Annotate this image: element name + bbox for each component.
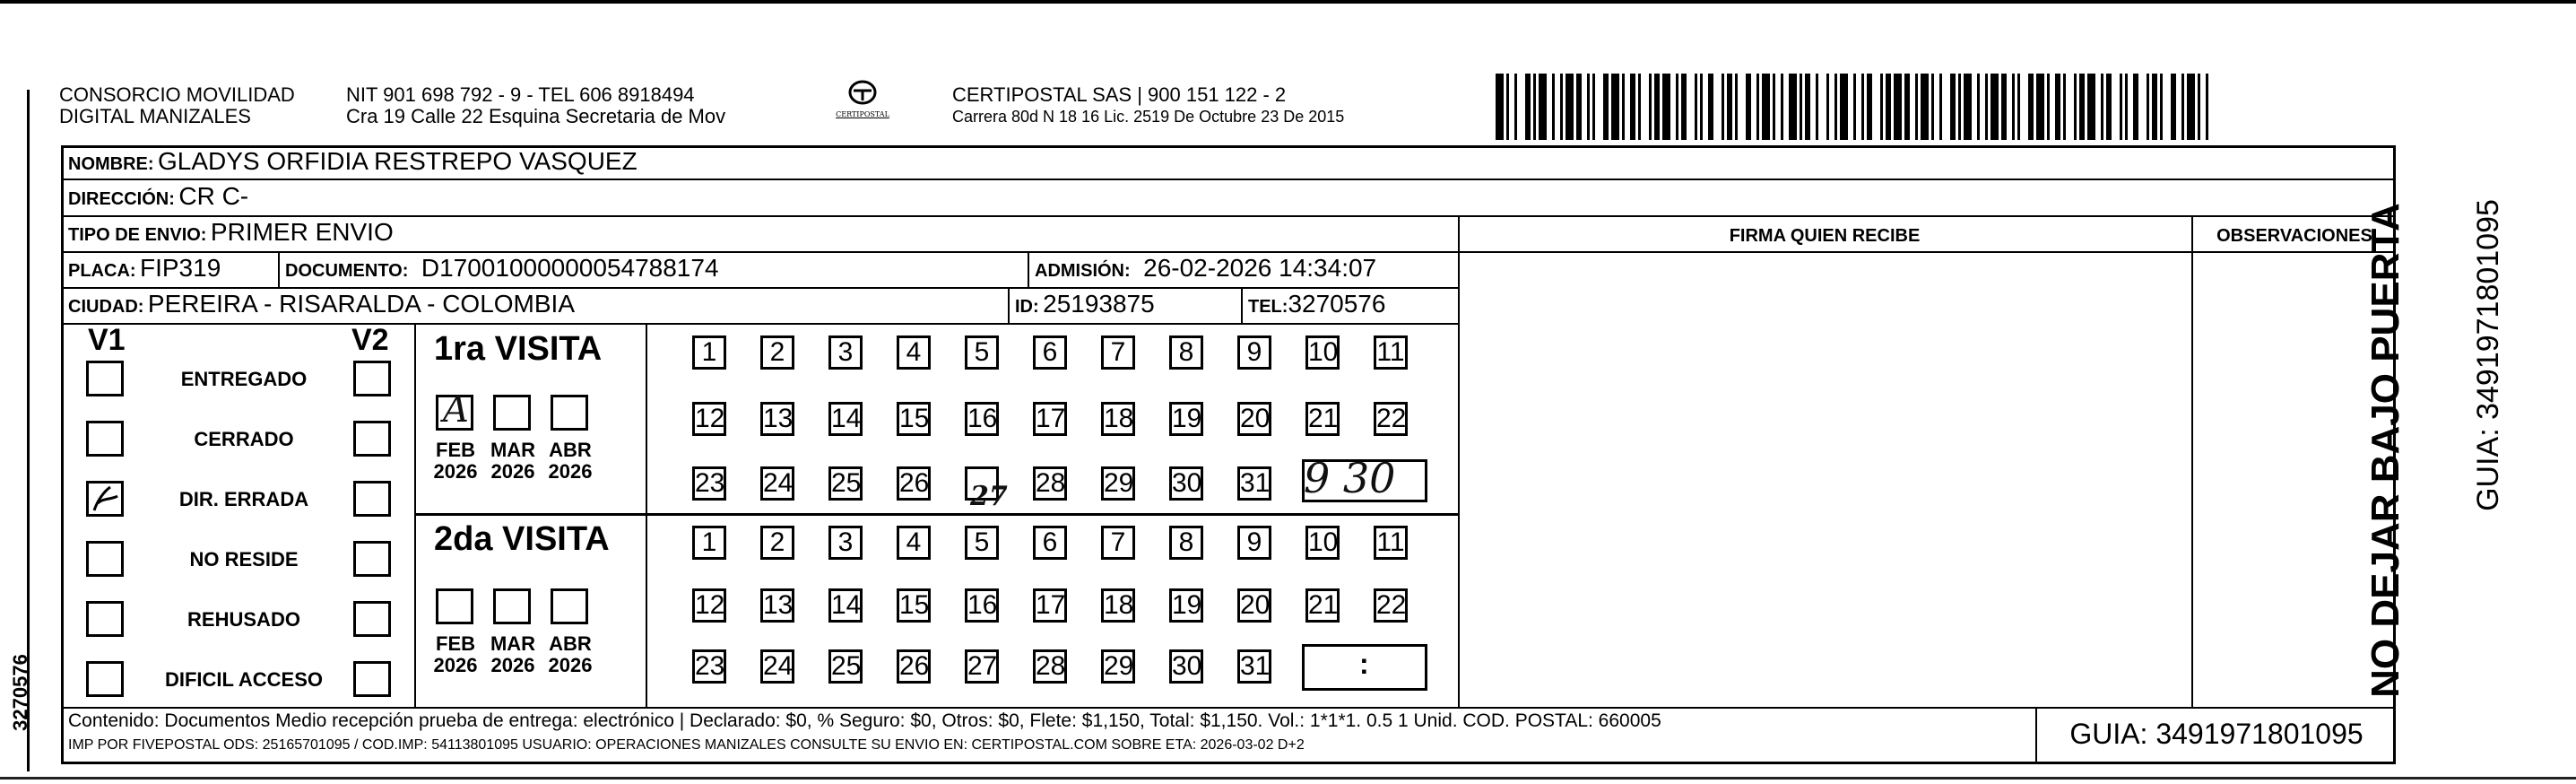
id-label: ID: (1015, 297, 1039, 317)
direccion-label: DIRECCIÓN: (68, 189, 175, 209)
barcode-bar (1886, 74, 1891, 140)
id-separator (1008, 287, 1010, 323)
month-year: 2026 (490, 460, 535, 483)
barcode-bar (1991, 74, 1999, 140)
barcode-bar (1662, 74, 1670, 140)
barcode-bar (1789, 74, 1797, 140)
v2-label: V2 (351, 323, 389, 357)
first-visit-day-box[interactable]: 4 (897, 335, 931, 370)
admision-label: ADMISIÓN: (1035, 261, 1131, 281)
month-name: FEB (436, 439, 475, 461)
month-name: ABR (549, 632, 592, 655)
sender-name (59, 84, 295, 127)
month-label (486, 440, 540, 483)
second-time-box (1302, 644, 1427, 691)
barcode-bar (2012, 74, 2015, 140)
tel-separator (1241, 287, 1243, 323)
barcode-bar (1695, 74, 1697, 140)
first-visit-day-box[interactable]: 8 (1169, 335, 1203, 370)
barcode-bar (2106, 74, 2112, 140)
bottom-border-line (0, 777, 2576, 780)
barcode-bar (2001, 74, 2007, 140)
first-visit-day-box[interactable]: 22 (1374, 402, 1408, 436)
barcode-bar (2125, 74, 2128, 140)
sender-name-line1: CONSORCIO MOVILIDAD (59, 83, 295, 106)
month-name: MAR (490, 439, 536, 461)
barcode-bar (2171, 74, 2176, 140)
first-visit-month-box[interactable] (551, 395, 588, 431)
second-visit-day-box[interactable]: 13 (760, 588, 794, 623)
status-option-label: NO RESIDE (189, 548, 299, 571)
barcode-bar (1756, 74, 1759, 140)
placa-field (68, 254, 221, 283)
barcode-bar (2101, 74, 2103, 140)
barcode-bar (1587, 74, 1590, 140)
barcode-bar (1816, 74, 1818, 140)
barcode-bar (1722, 74, 1724, 140)
barcode-bar (2187, 74, 2195, 140)
first-visit-day-box[interactable]: 28 (1033, 466, 1067, 501)
footer-line1: Contenido: Documentos Medio recepción prueba de entrega: electrónico | Declarado: $0, % Seguro: $0, Otros: $0, Flete: $1,150, Total: $1,150. Vol.: 1*1*1. 0.5 1 Unid. COD. POSTAL: 660005 (68, 710, 1661, 731)
barcode-bar (1700, 74, 1703, 140)
row-line-4 (61, 287, 1460, 289)
month-label (429, 633, 482, 676)
second-visit-day-box[interactable]: 5 (965, 526, 999, 560)
carrier-line1: CERTIPOSTAL SAS | 900 151 122 - 2 (952, 83, 1287, 106)
firma-label: FIRMA QUIEN RECIBE (1729, 226, 1921, 246)
barcode-bar (1964, 74, 1972, 140)
placa-value: FIP319 (140, 254, 221, 282)
first-visit-day-box[interactable]: 26 (897, 466, 931, 501)
documento-value: D17001000000054788174 (421, 254, 719, 282)
barcode-bar (2120, 74, 2122, 140)
barcode-bar (1939, 74, 1942, 140)
barcode-bar (1611, 74, 1619, 140)
barcode-bar (2181, 74, 2184, 140)
barcode-bar (2063, 74, 2066, 140)
v2-checkbox[interactable] (353, 601, 391, 637)
barcode-bar (1592, 74, 1595, 140)
first-visit-day-box[interactable]: 23 (692, 466, 726, 501)
second-visit-day-box[interactable]: 19 (1169, 588, 1203, 623)
v2-checkbox[interactable] (353, 481, 391, 517)
nombre-label: NOMBRE: (68, 154, 154, 174)
admision-separator (1028, 251, 1029, 287)
second-visit-day-box[interactable]: 4 (897, 526, 931, 560)
barcode-bar (1514, 74, 1517, 140)
id-value: 25193875 (1043, 290, 1155, 318)
first-visit-day-box[interactable]: 21 (1305, 402, 1340, 436)
v2-checkbox[interactable] (353, 361, 391, 396)
barcode-bar (1861, 74, 1864, 140)
barcode-bar (1826, 74, 1829, 140)
status-option-label: DIFICIL ACCESO (164, 668, 323, 691)
second-visit-day-box[interactable]: 2 (760, 526, 794, 560)
barcode-bar (1931, 74, 1934, 140)
month-label (486, 633, 540, 676)
v1-checkbox[interactable] (86, 661, 124, 697)
second-visit-day-box[interactable]: 11 (1374, 526, 1408, 560)
second-visit-day-box[interactable]: 22 (1374, 588, 1408, 623)
tel-label: TEL: (1248, 297, 1288, 317)
second-visit-day-box[interactable]: 24 (760, 649, 794, 684)
barcode-bar (1894, 74, 1902, 140)
month-name: ABR (549, 439, 592, 461)
first-visit-day-box[interactable]: 15 (897, 402, 931, 436)
first-visit-day-box[interactable]: 14 (828, 402, 863, 436)
barcode-bar (1867, 74, 1872, 140)
visit-separator (414, 513, 1458, 516)
certipostal-logo-text: CERTIPOSTAL (836, 110, 889, 118)
id-field (1015, 290, 1155, 318)
barcode-bar (2036, 74, 2044, 140)
second-visit-day-box[interactable]: 1 (692, 526, 726, 560)
barcode-bar (1800, 74, 1802, 140)
second-visit-month-box[interactable] (551, 588, 588, 624)
sender-info-line1: NIT 901 698 792 - 9 - TEL 606 8918494 (346, 83, 695, 106)
direccion-field (68, 182, 248, 211)
barcode-bar (1727, 74, 1732, 140)
barcode-bar (1681, 74, 1687, 140)
second-visit-day-box[interactable]: 26 (897, 649, 931, 684)
second-visit-day-box[interactable]: 28 (1033, 649, 1067, 684)
row-line-5 (61, 323, 1460, 325)
row-line-3 (61, 251, 2396, 253)
row-line-2 (61, 215, 2396, 217)
barcode (1496, 74, 2213, 140)
admision-value: 26-02-2026 14:34:07 (1143, 254, 1377, 282)
barcode-bar (1506, 74, 1509, 140)
second-visit-day-box[interactable]: 14 (828, 588, 863, 623)
v1-checkbox[interactable] (86, 361, 124, 396)
status-option-label: CERRADO (194, 428, 294, 450)
carrier-info (952, 84, 1344, 127)
second-visit-day-box[interactable]: 25 (828, 649, 863, 684)
barcode-bar (1840, 74, 1848, 140)
first-visit-day-box[interactable]: 1 (692, 335, 726, 370)
barcode-bar (1977, 74, 1980, 140)
first-visit-day-box[interactable]: 3 (828, 335, 863, 370)
barcode-bar (1950, 74, 1956, 140)
barcode-bar (2017, 74, 2020, 140)
month-year: 2026 (433, 460, 478, 483)
barcode-bar (1630, 74, 1635, 140)
checkmark-icon (89, 483, 121, 514)
first-visit-day-box[interactable]: 30 (1169, 466, 1203, 501)
status-option-label: ENTREGADO (180, 368, 308, 390)
footer-line2: IMP POR FIVEPOSTAL ODS: 25165701095 / COD.IMP: 54113801095 USUARIO: OPERACIONES MANIZALES CONSULTE SU ENVIO EN: CERTIPOSTAL.COM SOBRE ETA: 2026-03-02 D+2 (68, 737, 1305, 753)
tel-field (1248, 290, 1385, 318)
barcode-bar (1915, 74, 1918, 140)
barcode-bar (1921, 74, 1929, 140)
first-visit-title: 1ra VISITA (434, 330, 603, 368)
ciudad-value: PEREIRA - RISARALDA - COLOMBIA (147, 290, 576, 318)
barcode-bar (1649, 74, 1652, 140)
second-visit-day-box[interactable]: 8 (1169, 526, 1203, 560)
barcode-bar (1533, 74, 1536, 140)
barcode-bar (2152, 74, 2157, 140)
barcode-bar (2047, 74, 2050, 140)
barcode-bar (1654, 74, 1660, 140)
barcode-bar (1622, 74, 1625, 140)
month-name: FEB (436, 632, 475, 655)
month-year: 2026 (433, 654, 478, 676)
ciudad-field (68, 290, 575, 318)
second-visit-day-box[interactable]: 16 (965, 588, 999, 623)
month-label (543, 440, 597, 483)
documento-separator (278, 251, 280, 287)
v2-checkbox[interactable] (353, 661, 391, 697)
barcode-bar (1708, 74, 1713, 140)
first-visit-month-box[interactable] (493, 395, 531, 431)
second-visit-month-box[interactable] (436, 588, 473, 624)
first-time-box (1302, 459, 1427, 502)
first-visit-day-box[interactable]: 13 (760, 402, 794, 436)
barcode-bar (1773, 74, 1775, 140)
documento-label: DOCUMENTO: (285, 261, 409, 281)
barcode-bar (2147, 74, 2149, 140)
tipo-envio-value: PRIMER ENVIO (210, 218, 394, 246)
month-label (429, 440, 482, 483)
v1-checkbox[interactable] (86, 481, 124, 517)
nombre-field (68, 147, 637, 176)
v2-checkbox[interactable] (353, 421, 391, 457)
barcode-bar (1566, 74, 1574, 140)
side-guia-text: GUIA: 3491971801095 (2471, 199, 2505, 511)
barcode-bar (1560, 74, 1563, 140)
second-visit-day-box[interactable]: 3 (828, 526, 863, 560)
barcode-bar (1762, 74, 1770, 140)
second-visit-day-box[interactable]: 20 (1237, 588, 1271, 623)
second-visit-day-box[interactable]: 27 (965, 649, 999, 684)
barcode-bar (2206, 74, 2208, 140)
tel-value: 3270576 (1288, 290, 1386, 318)
second-visit-month-box[interactable] (493, 588, 531, 624)
barcode-bar (1985, 74, 1988, 140)
second-visit-day-box[interactable]: 18 (1101, 588, 1135, 623)
barcode-bar (2028, 74, 2034, 140)
barcode-bar (1746, 74, 1751, 140)
second-visit-day-box[interactable]: 29 (1101, 649, 1135, 684)
second-visit-day-box[interactable]: 21 (1305, 588, 1340, 623)
certipostal-logo (836, 79, 889, 133)
second-visit-day-box[interactable]: 12 (692, 588, 726, 623)
top-border-line (0, 0, 2576, 4)
v1-checkbox[interactable] (86, 421, 124, 457)
first-visit-day-box[interactable]: 29 (1101, 466, 1135, 501)
barcode-bar (1834, 74, 1837, 140)
tipo-envio-field (68, 218, 394, 247)
observaciones-label: OBSERVACIONES (2216, 226, 2372, 246)
first-visit-day-box[interactable]: 20 (1237, 402, 1271, 436)
barcode-bar (2160, 74, 2163, 140)
side-warning-text: NO DEJAR BAJO PUERTA (2364, 203, 2407, 698)
left-edge-number: 3270576 (9, 654, 31, 731)
barcode-bar (1539, 74, 1547, 140)
barcode-bar (1958, 74, 1961, 140)
tipo-envio-label: TIPO DE ENVIO: (68, 225, 207, 245)
first-visit-day-box[interactable]: 17 (1033, 402, 1067, 436)
month-year: 2026 (490, 654, 535, 676)
barcode-bar (2079, 74, 2085, 140)
barcode-bar (2133, 74, 2138, 140)
second-visit-day-box[interactable]: 31 (1237, 649, 1271, 684)
certipostal-logo-icon (847, 79, 878, 106)
v2-checkbox[interactable] (353, 541, 391, 577)
first-visit-day-box[interactable]: 11 (1374, 335, 1408, 370)
v1-label: V1 (88, 323, 126, 357)
first-time-mark: 9 30 (1304, 454, 1396, 502)
first-month-mark: A (443, 389, 469, 431)
barcode-bar (2055, 74, 2060, 140)
barcode-bar (1676, 74, 1678, 140)
barcode-bar (1805, 74, 1810, 140)
ciudad-label: CIUDAD: (68, 297, 144, 317)
row-line-footer (61, 707, 2396, 709)
first-visit-day-box[interactable]: 5 (965, 335, 999, 370)
month-year: 2026 (548, 654, 593, 676)
first-visit-day-box[interactable]: 7 (1101, 335, 1135, 370)
observaciones-separator (2191, 215, 2193, 707)
first-visit-day-box[interactable]: 19 (1169, 402, 1203, 436)
status-option-label: REHUSADO (187, 608, 300, 631)
second-time-placeholder: : (1359, 648, 1369, 680)
barcode-bar (1496, 74, 1504, 140)
status-option-label: DIR. ERRADA (178, 488, 309, 510)
barcode-bar (1576, 74, 1582, 140)
barcode-bar (2074, 74, 2077, 140)
month-label (543, 633, 597, 676)
month-year: 2026 (548, 460, 593, 483)
second-visit-day-box[interactable]: 9 (1237, 526, 1271, 560)
barcode-bar (1880, 74, 1883, 140)
documento-field (285, 254, 719, 283)
first-visit-day-box[interactable]: 10 (1305, 335, 1340, 370)
second-visit-day-box[interactable]: 15 (897, 588, 931, 623)
v1-checkbox[interactable] (86, 541, 124, 577)
carrier-line2: Carrera 80d N 18 16 Lic. 2519 De Octubre 23 De 2015 (952, 108, 1345, 126)
second-visit-day-box[interactable]: 6 (1033, 526, 1067, 560)
nombre-value: GLADYS ORFIDIA RESTREPO VASQUEZ (158, 147, 637, 175)
barcode-bar (1552, 74, 1555, 140)
row-line-1 (61, 179, 2396, 180)
first-visit-day-box[interactable]: 9 (1237, 335, 1271, 370)
first-visit-day-box[interactable]: 31 (1237, 466, 1271, 501)
barcode-bar (1781, 74, 1783, 140)
first-visit-day-box[interactable]: 24 (760, 466, 794, 501)
first-visit-day-box[interactable]: 25 (828, 466, 863, 501)
barcode-bar (1735, 74, 1738, 140)
first-visit-day-box[interactable]: 16 (965, 402, 999, 436)
barcode-bar (1904, 74, 1910, 140)
second-visit-title: 2da VISITA (434, 520, 610, 558)
barcode-bar (2198, 74, 2200, 140)
second-visit-day-box[interactable]: 30 (1169, 649, 1203, 684)
admision-field (1035, 254, 1376, 283)
firma-separator (1458, 215, 1460, 707)
first-visit-day-box[interactable]: 12 (692, 402, 726, 436)
v1-checkbox[interactable] (86, 601, 124, 637)
barcode-bar (1853, 74, 1856, 140)
direccion-value: CR C- (178, 182, 249, 210)
first-visit-day-box[interactable]: 2 (760, 335, 794, 370)
barcode-bar (1603, 74, 1609, 140)
first-visit-day-box[interactable]: 18 (1101, 402, 1135, 436)
first-visit-day-box[interactable]: 6 (1033, 335, 1067, 370)
sender-info-line2: Cra 19 Calle 22 Esquina Secretaria de Mov (346, 105, 726, 127)
placa-label: PLACA: (68, 261, 136, 281)
first-day-mark: 27 (970, 481, 1008, 512)
footer-guia: GUIA: 3491971801095 (2069, 718, 2364, 750)
barcode-bar (1525, 74, 1531, 140)
second-visit-day-box[interactable]: 10 (1305, 526, 1340, 560)
barcode-bar (2087, 74, 2095, 140)
sender-info (346, 84, 725, 127)
month-name: MAR (490, 632, 536, 655)
second-visit-day-box[interactable]: 23 (692, 649, 726, 684)
barcode-bar (1638, 74, 1641, 140)
second-visit-day-box[interactable]: 17 (1033, 588, 1067, 623)
sender-name-line2: DIGITAL MANIZALES (59, 105, 251, 127)
second-visit-day-box[interactable]: 7 (1101, 526, 1135, 560)
